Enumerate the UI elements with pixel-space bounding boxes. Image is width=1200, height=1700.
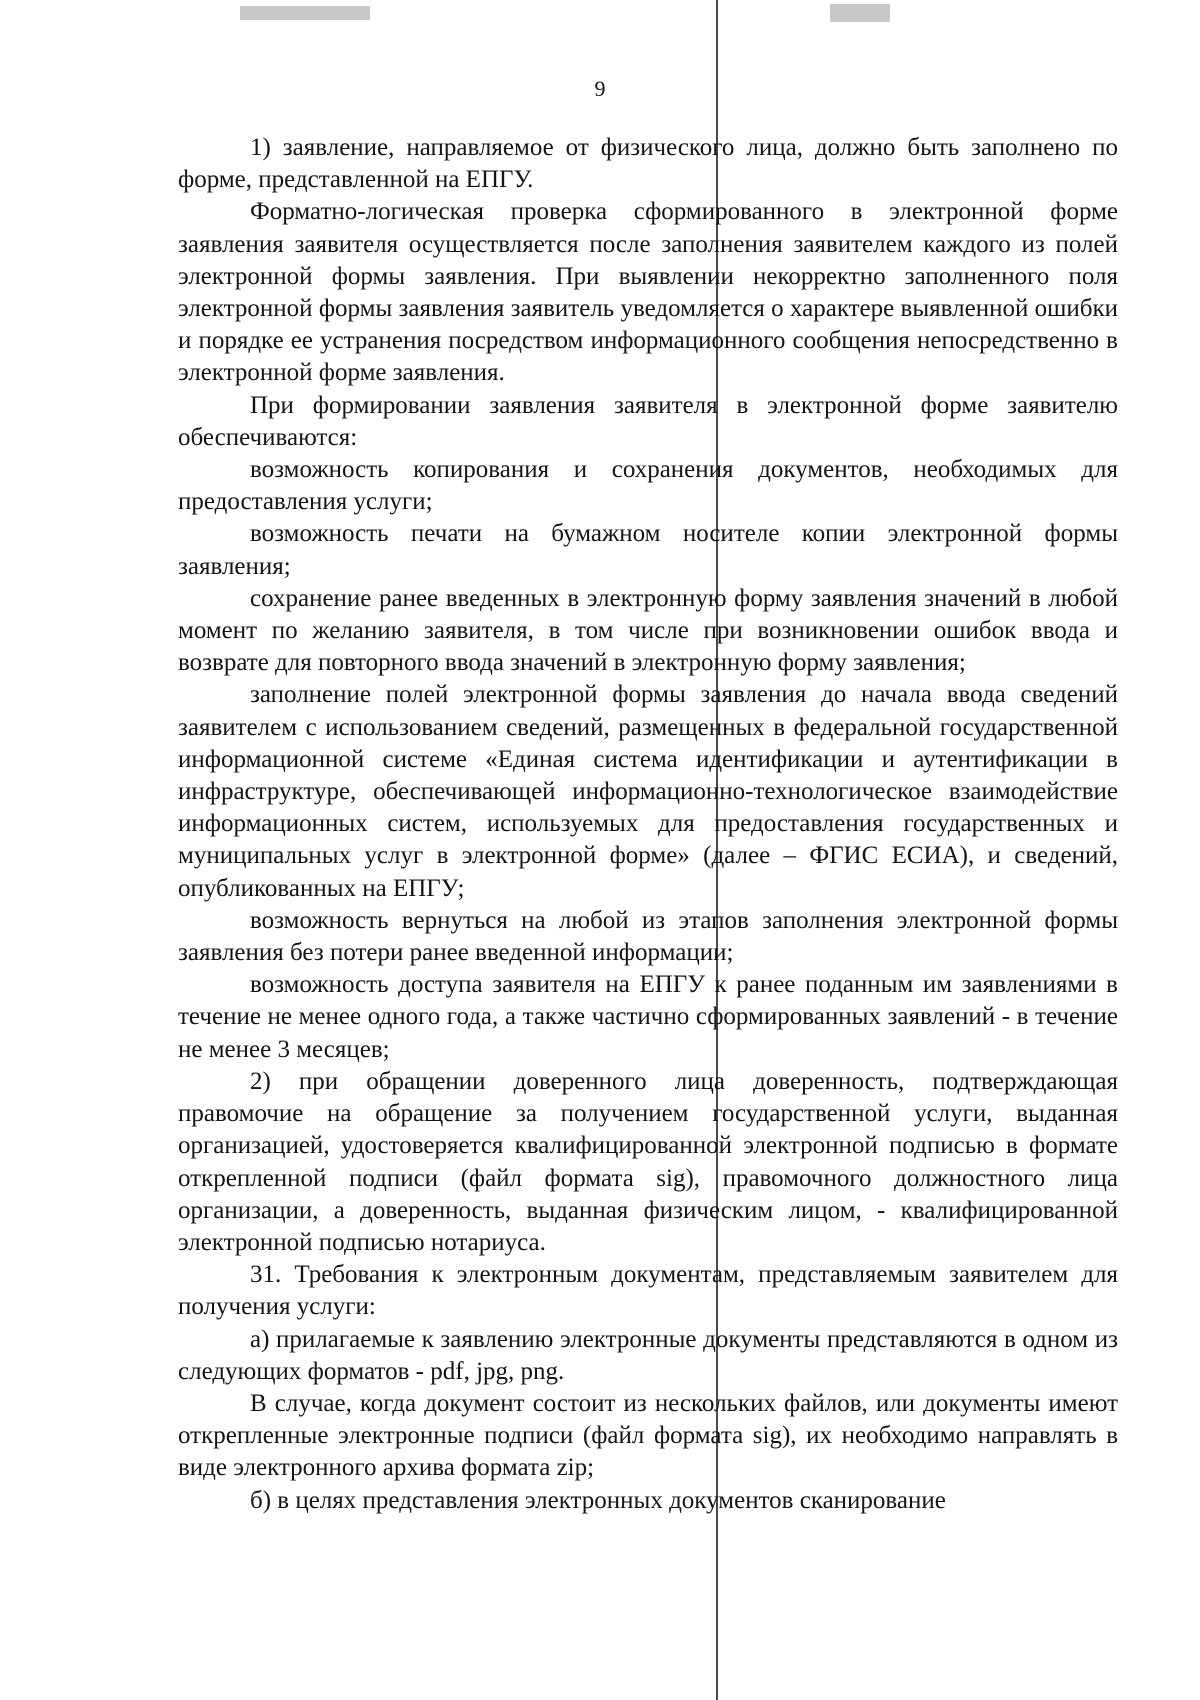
paragraph: б) в целях представления электронных документов сканирование <box>250 1486 946 1514</box>
document-body <box>178 132 1118 1517</box>
paragraph: заполнение полей электронной формы заявления до начала ввода сведений заявителем с использованием сведений, размещенных в федеральной государственной информационной системе «Единая система идентификации и аутентификации в инфраструктуре, обеспечивающей информационно-технологическое взаимодействие информационных систем, используемых для предоставления государственных и муниципальных услуг в электронной форме» (далее – ФГИС ЕСИА), и сведений, опубликованных на ЕПГУ; <box>178 681 1118 902</box>
scan-noise <box>830 4 890 22</box>
paragraph: сохранение ранее введенных в электронную форму заявления значений в любой момент по желанию заявителя, в том числе при возникновении ошибок ввода и возврате для повторного ввода значений в электронную форму заявления; <box>178 584 1118 677</box>
paragraph: возможность доступа заявителя на ЕПГУ к ранее поданным им заявлениями в течение не менее одного года, а также частично сформированных заявлений - в течение не менее 3 месяцев; <box>178 971 1118 1063</box>
paragraph: В случае, когда документ состоит из нескольких файлов, или документы имеют открепленные электронные подписи (файл формата sig), их необходимо направлять в виде электронного архива формата zip; <box>178 1389 1118 1482</box>
paragraph: 1) заявление, направляемое от физического лица, должно быть заполнено по форме, представленной на ЕПГУ. <box>178 134 1118 194</box>
paragraph: а) прилагаемые к заявлению электронные документы представляются в одном из следующих форматов - pdf, jpg, png. <box>178 1325 1118 1385</box>
paragraph: При формировании заявления заявителя в электронной форме заявителю обеспечиваются: <box>178 391 1118 451</box>
scan-noise <box>240 6 370 20</box>
paragraph: возможность копирования и сохранения документов, необходимых для предоставления услуги; <box>178 456 1118 516</box>
paragraph: 2) при обращении доверенного лица доверенность, подтверждающая правомочие на обращение за получением государственной услуги, выданная организацией, удостоверяется квалифицированной электронной подписью в формате открепленной подписи (файл формата sig), правомочного должностного лица организации, а доверенность, выданная физическим лицом, - квалифицированной электронной подписью нотариуса. <box>178 1067 1118 1256</box>
paragraph: возможность вернуться на любой из этапов заполнения электронной формы заявления без потери ранее введенной информации; <box>178 906 1118 967</box>
page-number: 9 <box>594 76 606 101</box>
paragraph: Форматно-логическая проверка сформированного в электронной форме заявления заявителя осуществляется после заполнения заявителем каждого из полей электронной формы заявления. При выявлении некорректно заполненного поля электронной формы заявления заявитель уведомляется о характере выявленной ошибки и порядке ее устранения посредством информационного сообщения непосредственно в электронной форме заявления. <box>178 198 1118 387</box>
paragraph: 31. Требования к электронным документам, представляемым заявителем для получения услуги: <box>178 1261 1118 1321</box>
paragraph: возможность печати на бумажном носителе копии электронной формы заявления; <box>178 520 1118 580</box>
